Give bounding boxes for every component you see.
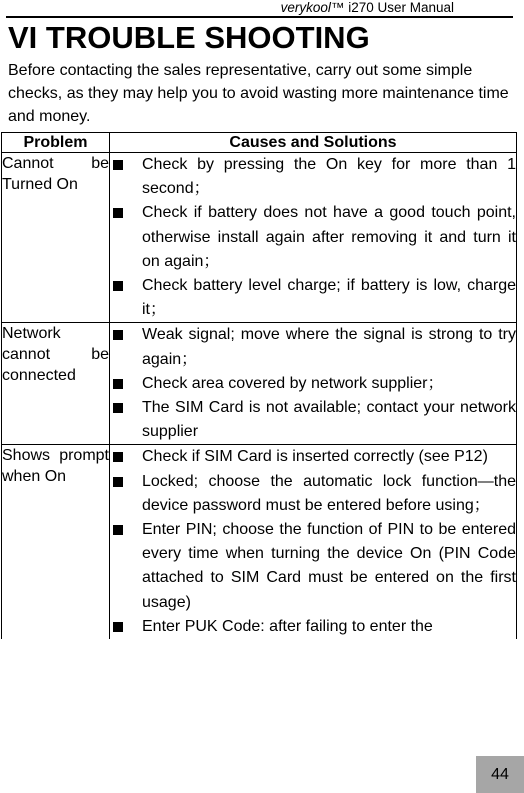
causes-list [110, 323, 516, 444]
list-item [110, 201, 516, 274]
cause-text: Check if SIM Card is inserted correctly (see P12) [142, 448, 488, 466]
table-header-row [2, 133, 517, 153]
list-item [110, 615, 516, 639]
cause-text: Enter PUK Code: after failing to enter the [142, 617, 433, 635]
manual-title [281, 0, 454, 15]
intro-paragraph: Before contacting the sales representative, carry out some simple checks, as they may help you to avoid wasting more maintenance time and money. [8, 62, 509, 125]
square-bullet-icon [113, 477, 123, 487]
cause-text: Check area covered by network supplier； [142, 374, 444, 392]
problem-cell: Shows prompt when On [2, 445, 110, 639]
square-bullet-icon [113, 330, 123, 340]
page-number: 44 [476, 756, 524, 793]
causes-cell [110, 445, 517, 639]
causes-column-header: Causes and Solutions [110, 133, 517, 153]
square-bullet-icon [113, 403, 123, 413]
square-bullet-icon [113, 452, 123, 462]
square-bullet-icon [113, 525, 123, 535]
problem-cell: Cannot be Turned On [2, 153, 110, 323]
section-title: VI TROUBLE SHOOTING [8, 20, 370, 55]
cause-text: Weak signal; move where the signal is strong to try again； [142, 326, 516, 368]
list-item [110, 470, 516, 518]
list-item [110, 274, 516, 322]
cause-text: Check by pressing the On key for more than 1 second； [142, 156, 516, 198]
cause-text: Locked; choose the automatic lock function—the device password must be entered before using； [142, 472, 516, 514]
square-bullet-icon [113, 281, 123, 291]
table-row [2, 445, 517, 639]
list-item [110, 445, 516, 469]
list-item [110, 396, 516, 444]
causes-list [110, 445, 516, 639]
square-bullet-icon [113, 379, 123, 389]
square-bullet-icon [113, 208, 123, 218]
list-item [110, 372, 516, 396]
causes-list [110, 153, 516, 322]
cause-text: Check battery level charge; if battery is low, charge it； [142, 277, 516, 319]
table-row [2, 323, 517, 445]
square-bullet-icon [113, 160, 123, 170]
cause-text: Enter PIN; choose the function of PIN to be entered every time when turning the device On (PIN Code attached to SIM Card must be entered on the first usage) [142, 521, 516, 611]
list-item [110, 323, 516, 371]
problem-column-header: Problem [2, 133, 110, 153]
list-item [110, 518, 516, 615]
cause-text: Check if battery does not have a good touch point, otherwise install again after removing it and turn it on again； [142, 204, 516, 270]
causes-cell [110, 323, 517, 445]
troubleshooting-table [1, 132, 517, 639]
causes-cell [110, 153, 517, 323]
list-item [110, 153, 516, 201]
square-bullet-icon [113, 622, 123, 632]
manual-model: ™ i270 User Manual [330, 0, 454, 15]
cause-text: The SIM Card is not available; contact your network supplier [142, 399, 516, 441]
header-rule [6, 16, 513, 18]
problem-cell: Network cannot be connected [2, 323, 110, 445]
brand-name: verykool [280, 0, 331, 15]
table-row [2, 153, 517, 323]
page-header [0, 0, 524, 19]
